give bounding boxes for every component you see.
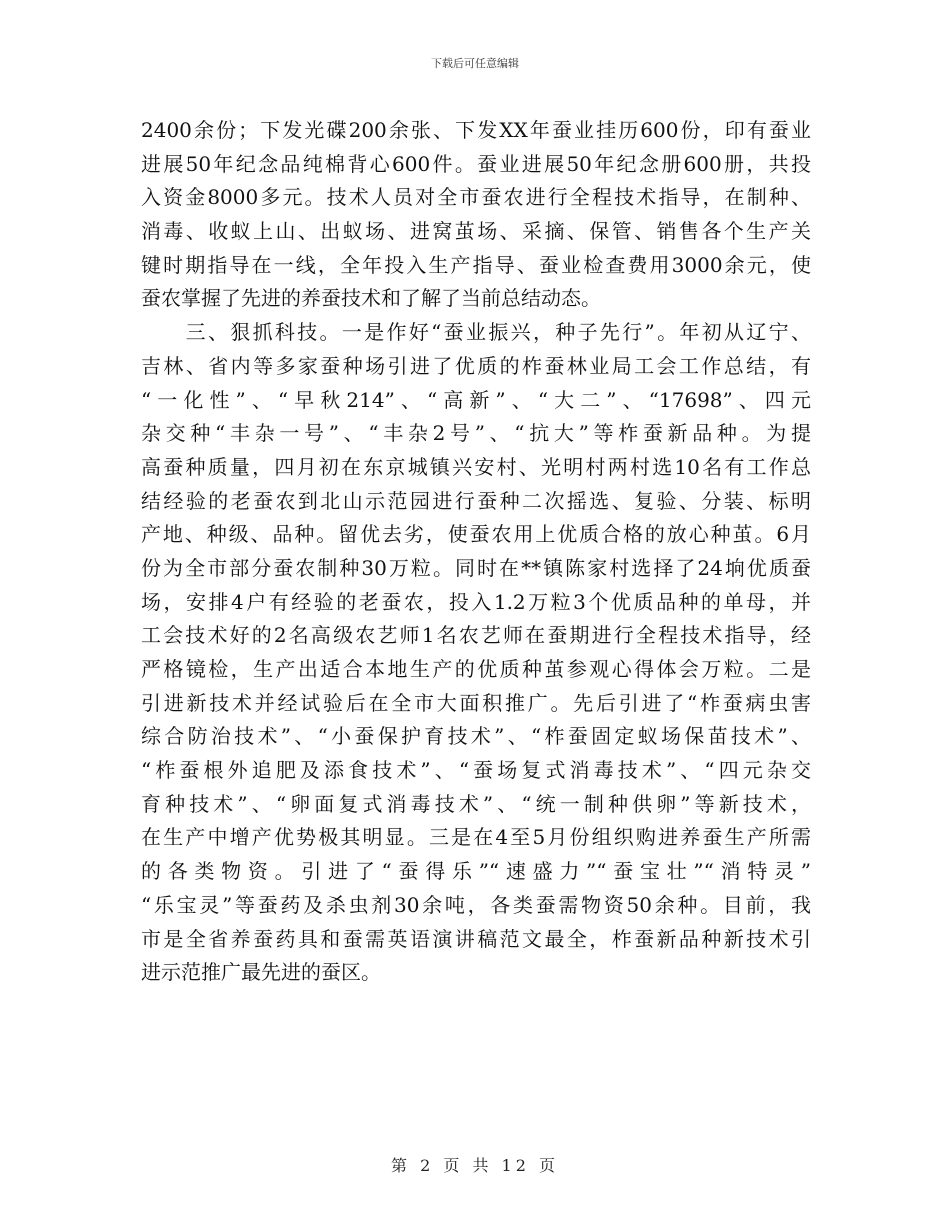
text-line: “一化性”、“早秋214”、“高新”、“大二”、“17698”、四元 (141, 387, 811, 412)
text-line: 综合防治技术”、“小蚕保护育技术”、“柞蚕固定蚁场保苗技术”、 (141, 724, 811, 749)
text-line: 键时期指导在一线，全年投入生产指导、蚕业检查费用3000余元，使 (141, 252, 811, 277)
text-line: 吉林、省内等多家蚕种场引进了优质的柞蚕林业局工会工作总结，有 (141, 353, 811, 378)
text-line: 在生产中增产优势极其明显。三是在4至5月份组织购进养蚕生产所需 (141, 825, 811, 850)
text-line: 蚕农掌握了先进的养蚕技术和了解了当前总结动态。 (141, 286, 601, 311)
text-line: 市是全省养蚕药具和蚕需英语演讲稿范文最全，柞蚕新品种新技术引 (141, 926, 811, 951)
text-line: 三、狠抓科技。一是作好“蚕业振兴，种子先行”。年初从辽宁、 (141, 320, 811, 345)
text-line: 的各类物资。引进了“蚕得乐”“速盛力”“蚕宝壮”“消特灵” (141, 859, 811, 884)
page-header: 下载后可任意编辑 (431, 57, 519, 70)
text-line: 产地、种级、品种。留优去劣，使蚕农用上优质合格的放心种茧。6月 (141, 522, 811, 547)
text-line: 2400余份；下发光碟200余张、下发XX年蚕业挂历600份，印有蚕业 (141, 118, 811, 142)
text-line: 场，安排4户有经验的老蚕农，投入1.2万粒3个优质品种的单母，并 (141, 589, 811, 614)
text-line: 进示范推广最先进的蚕区。 (141, 960, 381, 985)
page-footer: 第 2 页 共 12 页 (391, 1156, 559, 1175)
text-line: 引进新技术并经试验后在全市大面积推广。先后引进了“柞蚕病虫害 (141, 690, 811, 715)
text-line: “柞蚕根外追肥及添食技术”、“蚕场复式消毒技术”、“四元杂交 (141, 758, 811, 783)
text-line: 结经验的老蚕农到北山示范园进行蚕种二次摇选、复验、分装、标明 (141, 488, 811, 513)
text-line: 育种技术”、“卵面复式消毒技术”、“统一制种供卵”等新技术， (141, 791, 811, 816)
text-line: 高蚕种质量，四月初在东京城镇兴安村、光明村两村选10名有工作总 (141, 454, 811, 479)
text-line: “乐宝灵”等蚕药及杀虫剂30余吨，各类蚕需物资50余种。目前，我 (141, 892, 811, 917)
text-line: 份为全市部分蚕农制种30万粒。同时在**镇陈家村选择了24垧优质蚕 (141, 555, 811, 580)
text-line: 进展50年纪念品纯棉背心600件。蚕业进展50年纪念册600册，共投 (141, 151, 811, 176)
text-line: 入资金8000多元。技术人员对全市蚕农进行全程技术指导，在制种、 (141, 185, 811, 210)
body-text (141, 114, 811, 990)
text-line: 严格镜检，生产出适合本地生产的优质种茧参观心得体会万粒。二是 (141, 657, 811, 681)
text-line: 杂交种“丰杂一号”、“丰杂2号”、“抗大”等柞蚕新品种。为提 (141, 421, 811, 446)
text-line: 工会技术好的2名高级农艺师1名农艺师在蚕期进行全程技术指导，经 (141, 623, 811, 648)
text-line: 消毒、收蚁上山、出蚁场、进窝茧场、采摘、保管、销售各个生产关 (141, 219, 811, 244)
